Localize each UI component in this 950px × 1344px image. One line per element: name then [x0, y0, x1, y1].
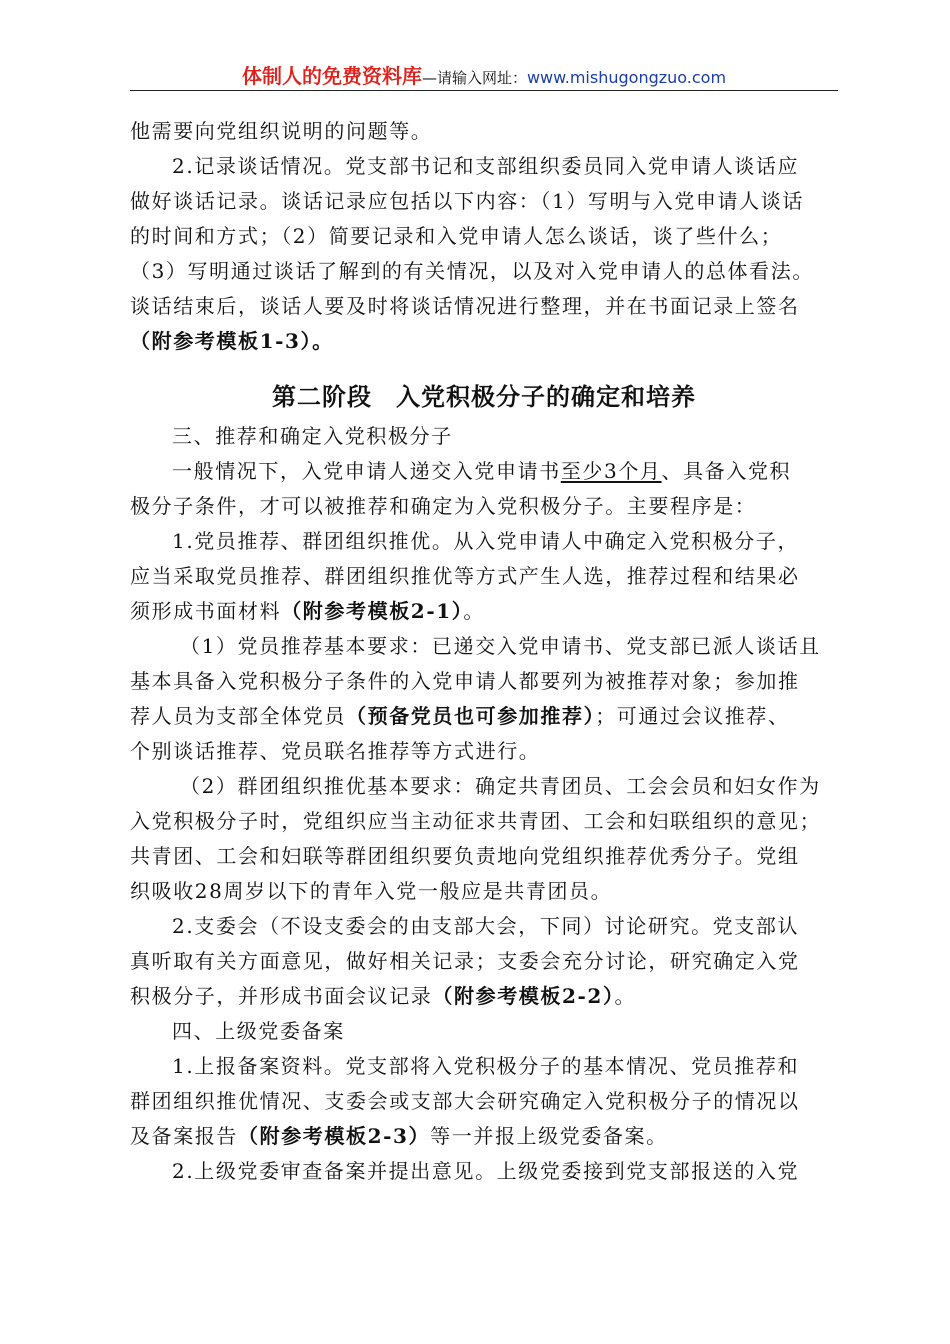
template-ref: （附参考模板2-1）	[281, 599, 464, 623]
text-line: 应当采取党员推荐、群团组织推优等方式产生人选，推荐过程和结果必	[130, 564, 800, 588]
text-line	[130, 1119, 838, 1154]
template-ref: （附参考模板2-2）	[432, 984, 615, 1008]
text-line: 的时间和方式；（2）简要记录和入党申请人怎么谈话，谈了些什么；	[130, 224, 783, 248]
text-run: 。	[614, 984, 637, 1008]
text-line: 基本具备入党积极分子条件的入党申请人都要列为被推荐对象；参加推	[130, 669, 800, 693]
section-title: 入党积极分子的确定和培养	[396, 382, 696, 411]
underlined-text: 至少3个月	[560, 459, 662, 483]
text-line	[130, 454, 838, 489]
text-run: 及备案报告	[130, 1124, 238, 1148]
text-line: 2.上级党委审查备案并提出意见。上级党委接到党支部报送的入党	[172, 1159, 800, 1183]
text-run: 一般情况下，入党申请人递交入党申请书	[172, 459, 561, 483]
subheading: 三、推荐和确定入党积极分子	[172, 424, 453, 448]
text-line: 织吸收28周岁以下的青年入党一般应是共青团员。	[130, 879, 613, 903]
text-line: （1）党员推荐基本要求：已递交入党申请书、党支部已派人谈话且	[180, 634, 821, 658]
brand-title: 体制人的免费资料库	[241, 64, 422, 88]
text-line	[130, 979, 838, 1014]
section-heading	[130, 377, 838, 417]
text-line: 极分子条件，才可以被推荐和确定为入党积极分子。主要程序是：	[130, 494, 757, 518]
text-line: 群团组织推优情况、支委会或支部大会研究确定入党积极分子的情况以	[130, 1089, 800, 1113]
text-line: 他需要向党组织说明的问题等。	[130, 119, 433, 143]
text-line: （2）群团组织推优基本要求：确定共青团员、工会会员和妇女作为	[180, 774, 821, 798]
text-line: 入党积极分子时，党组织应当主动征求共青团、工会和妇联组织的意见；	[130, 809, 822, 833]
text-line: 谈话结束后，谈话人要及时将谈话情况进行整理，并在书面记录上签名	[130, 294, 800, 318]
section-stage: 第二阶段	[272, 382, 372, 411]
text-line: （附参考模板1-3）。	[130, 329, 334, 353]
page-header	[130, 60, 838, 91]
text-line: 2.支委会（不设支委会的由支部大会，下同）讨论研究。党支部认	[172, 914, 800, 938]
text-run: 。	[463, 599, 485, 623]
text-run: 积极分子，并形成书面会议记录	[130, 984, 433, 1008]
text-line: 1.党员推荐、群团组织推优。从入党申请人中确定入党积极分子，	[172, 529, 800, 553]
text-line: 共青团、工会和妇联等群团组织要负责地向党组织推荐优秀分子。党组	[130, 844, 800, 868]
template-ref: （附参考模板2-3）	[238, 1124, 431, 1148]
text-run: 、具备入党积	[661, 459, 792, 483]
text-run: 等一并报上级党委备案。	[430, 1124, 668, 1148]
text-line: 做好谈话记录。谈话记录应包括以下内容：（1）写明与入党申请人谈话	[130, 189, 804, 213]
url-prompt: —请输入网址：	[421, 69, 527, 87]
document-body	[130, 114, 838, 1189]
subheading: 四、上级党委备案	[172, 1019, 345, 1043]
text-line: 2.记录谈话情况。党支部书记和支部组织委员同入党申请人谈话应	[172, 154, 800, 178]
text-line: 1.上报备案资料。党支部将入党积极分子的基本情况、党员推荐和	[172, 1054, 800, 1078]
text-line	[130, 699, 838, 734]
site-url[interactable]: www.mishugongzuo.com	[526, 68, 727, 87]
text-run: 须形成书面材料	[130, 599, 282, 623]
text-line: （3）写明通过谈话了解到的有关情况，以及对入党申请人的总体看法。	[130, 259, 814, 283]
text-line: 真听取有关方面意见，做好相关记录；支委会充分讨论，研究确定入党	[130, 949, 800, 973]
text-line	[130, 594, 838, 629]
text-run: 荐人员为支部全体党员	[130, 704, 346, 728]
emphasis-text: （预备党员也可参加推荐）	[346, 704, 596, 728]
text-run: ；可通过会议推荐、	[595, 704, 790, 728]
text-line: 个别谈话推荐、党员联名推荐等方式进行。	[130, 739, 541, 763]
